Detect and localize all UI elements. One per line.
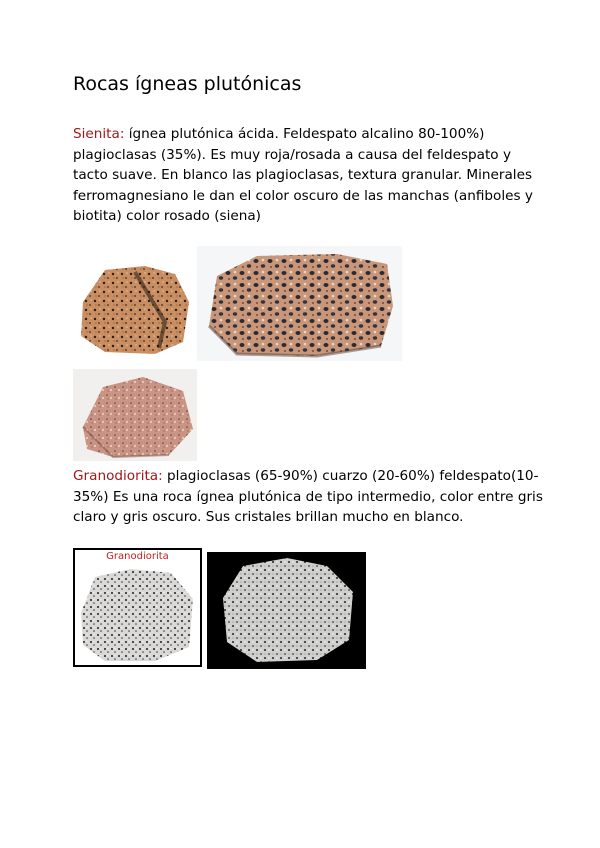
granodiorita-term: Granodiorita: [73,468,163,484]
sienita-rock-photo-2 [197,246,402,361]
granodiorita-rock-photo-2 [207,552,366,669]
page-title: Rocas ígneas plutónicas [73,73,302,95]
sienita-rock-photo-1 [75,262,193,358]
sienita-term: Sienita: [73,126,125,142]
granodiorita-description: plagioclasas (65-90%) cuarzo (20-60%) feldespato(10-35%) Es una roca ígnea plutónica de tipo intermedio, color entre gris claro y gris oscuro. Sus cristales brillan mucho en blanco. [73,468,543,525]
sienita-rock-photo-3 [73,369,197,461]
sienita-paragraph [73,124,543,227]
sienita-description: ígnea plutónica ácida. Feldespato alcalino 80-100%) plagioclasas (35%). Es muy roja/rosada a causa del feldespato y tacto suave. En blanco las plagioclasas, textura granular. Minerales ferromagnesiano le dan el color oscuro de las manchas (anfiboles y biotita) color rosado (siena) [73,126,533,224]
granodiorita-paragraph [73,466,543,528]
granodiorita-photo-caption: Granodiorita [106,551,169,562]
granodiorita-rock-photo-1 [73,548,202,667]
